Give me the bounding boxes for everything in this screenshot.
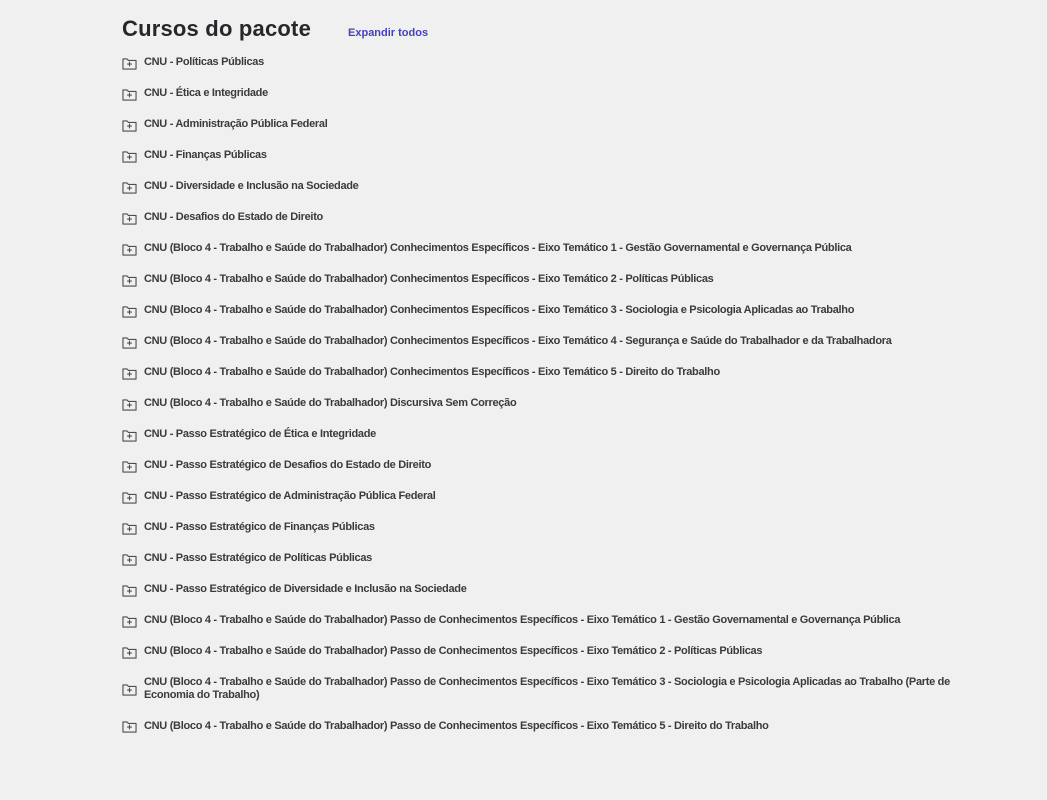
folder-plus-icon[interactable] (122, 211, 137, 225)
folder-plus-icon[interactable] (122, 459, 137, 473)
page-header (122, 16, 1047, 42)
course-item[interactable] (122, 719, 1047, 733)
course-item[interactable] (122, 459, 1047, 473)
course-list (122, 56, 1047, 733)
course-title: CNU - Passo Estratégico de Diversidade e Inclusão na Sociedade (144, 583, 467, 596)
course-item[interactable] (122, 583, 1047, 597)
course-title: CNU - Passo Estratégico de Administração Pública Federal (144, 490, 436, 503)
folder-plus-icon[interactable] (122, 273, 137, 287)
course-item[interactable] (122, 366, 1047, 380)
course-title: CNU - Passo Estratégico de Desafios do Estado de Direito (144, 459, 431, 472)
folder-plus-icon[interactable] (122, 490, 137, 504)
folder-plus-icon[interactable] (122, 180, 137, 194)
course-item[interactable] (122, 676, 1047, 702)
folder-plus-icon[interactable] (122, 397, 137, 411)
course-item[interactable] (122, 645, 1047, 659)
course-title: CNU - Passo Estratégico de Políticas Públicas (144, 552, 372, 565)
course-title: CNU - Desafios do Estado de Direito (144, 211, 323, 224)
folder-plus-icon[interactable] (122, 87, 137, 101)
folder-plus-icon[interactable] (122, 366, 137, 380)
course-item[interactable] (122, 552, 1047, 566)
folder-plus-icon[interactable] (122, 583, 137, 597)
course-title: CNU - Passo Estratégico de Ética e Integridade (144, 428, 376, 441)
course-title: CNU - Finanças Públicas (144, 149, 267, 162)
folder-plus-icon[interactable] (122, 645, 137, 659)
course-item[interactable] (122, 180, 1047, 194)
course-title: CNU (Bloco 4 - Trabalho e Saúde do Trabalhador) Passo de Conhecimentos Específicos - Eixo Temático 5 - Direito do Trabalho (144, 719, 769, 732)
course-item[interactable] (122, 335, 1047, 349)
course-item[interactable] (122, 118, 1047, 132)
folder-plus-icon[interactable] (122, 521, 137, 535)
course-title: CNU (Bloco 4 - Trabalho e Saúde do Trabalhador) Conhecimentos Específicos - Eixo Temático 1 - Gestão Governamental e Governança Pública (144, 242, 852, 255)
folder-plus-icon[interactable] (122, 56, 137, 70)
folder-plus-icon[interactable] (122, 242, 137, 256)
folder-plus-icon[interactable] (122, 149, 137, 163)
course-title: CNU - Administração Pública Federal (144, 118, 328, 131)
expand-all-link[interactable]: Expandir todos (348, 27, 429, 39)
course-title: CNU - Diversidade e Inclusão na Sociedade (144, 180, 359, 193)
page-title: Cursos do pacote (122, 16, 312, 41)
course-item[interactable] (122, 211, 1047, 225)
course-title: CNU (Bloco 4 - Trabalho e Saúde do Trabalhador) Passo de Conhecimentos Específicos - Eixo Temático 1 - Gestão Governamental e Governança Pública (144, 614, 901, 627)
course-title: CNU (Bloco 4 - Trabalho e Saúde do Trabalhador) Discursiva Sem Correção (144, 397, 517, 410)
course-title: CNU (Bloco 4 - Trabalho e Saúde do Trabalhador) Conhecimentos Específicos - Eixo Temático 4 - Segurança e Saúde do Trabalhador e da Trabalhadora (144, 335, 892, 348)
course-item[interactable] (122, 242, 1047, 256)
folder-plus-icon[interactable] (122, 304, 137, 318)
course-title: CNU - Passo Estratégico de Finanças Públicas (144, 521, 375, 534)
course-title: CNU - Políticas Públicas (144, 56, 264, 69)
course-item[interactable] (122, 521, 1047, 535)
course-item[interactable] (122, 614, 1047, 628)
folder-plus-icon[interactable] (122, 335, 137, 349)
course-title: CNU - Ética e Integridade (144, 87, 268, 100)
folder-plus-icon[interactable] (122, 118, 137, 132)
folder-plus-icon[interactable] (122, 682, 137, 696)
folder-plus-icon[interactable] (122, 428, 137, 442)
course-title: CNU (Bloco 4 - Trabalho e Saúde do Trabalhador) Conhecimentos Específicos - Eixo Temático 5 - Direito do Trabalho (144, 366, 720, 379)
course-title: CNU (Bloco 4 - Trabalho e Saúde do Trabalhador) Passo de Conhecimentos Específicos - Eixo Temático 2 - Políticas Públicas (144, 645, 763, 658)
folder-plus-icon[interactable] (122, 614, 137, 628)
course-title: CNU (Bloco 4 - Trabalho e Saúde do Trabalhador) Passo de Conhecimentos Específicos - Eixo Temático 3 - Sociologia e Psicologia Aplicadas ao Trabalho (Parte de Economia do Trabalho) (144, 676, 950, 702)
course-item[interactable] (122, 304, 1047, 318)
course-title: CNU (Bloco 4 - Trabalho e Saúde do Trabalhador) Conhecimentos Específicos - Eixo Temático 2 - Políticas Públicas (144, 273, 714, 286)
course-item[interactable] (122, 273, 1047, 287)
course-item[interactable] (122, 490, 1047, 504)
folder-plus-icon[interactable] (122, 552, 137, 566)
course-item[interactable] (122, 428, 1047, 442)
course-item[interactable] (122, 56, 1047, 70)
course-item[interactable] (122, 149, 1047, 163)
course-item[interactable] (122, 87, 1047, 101)
folder-plus-icon[interactable] (122, 719, 137, 733)
course-item[interactable] (122, 397, 1047, 411)
course-title: CNU (Bloco 4 - Trabalho e Saúde do Trabalhador) Conhecimentos Específicos - Eixo Temático 3 - Sociologia e Psicologia Aplicadas ao Trabalho (144, 304, 855, 317)
